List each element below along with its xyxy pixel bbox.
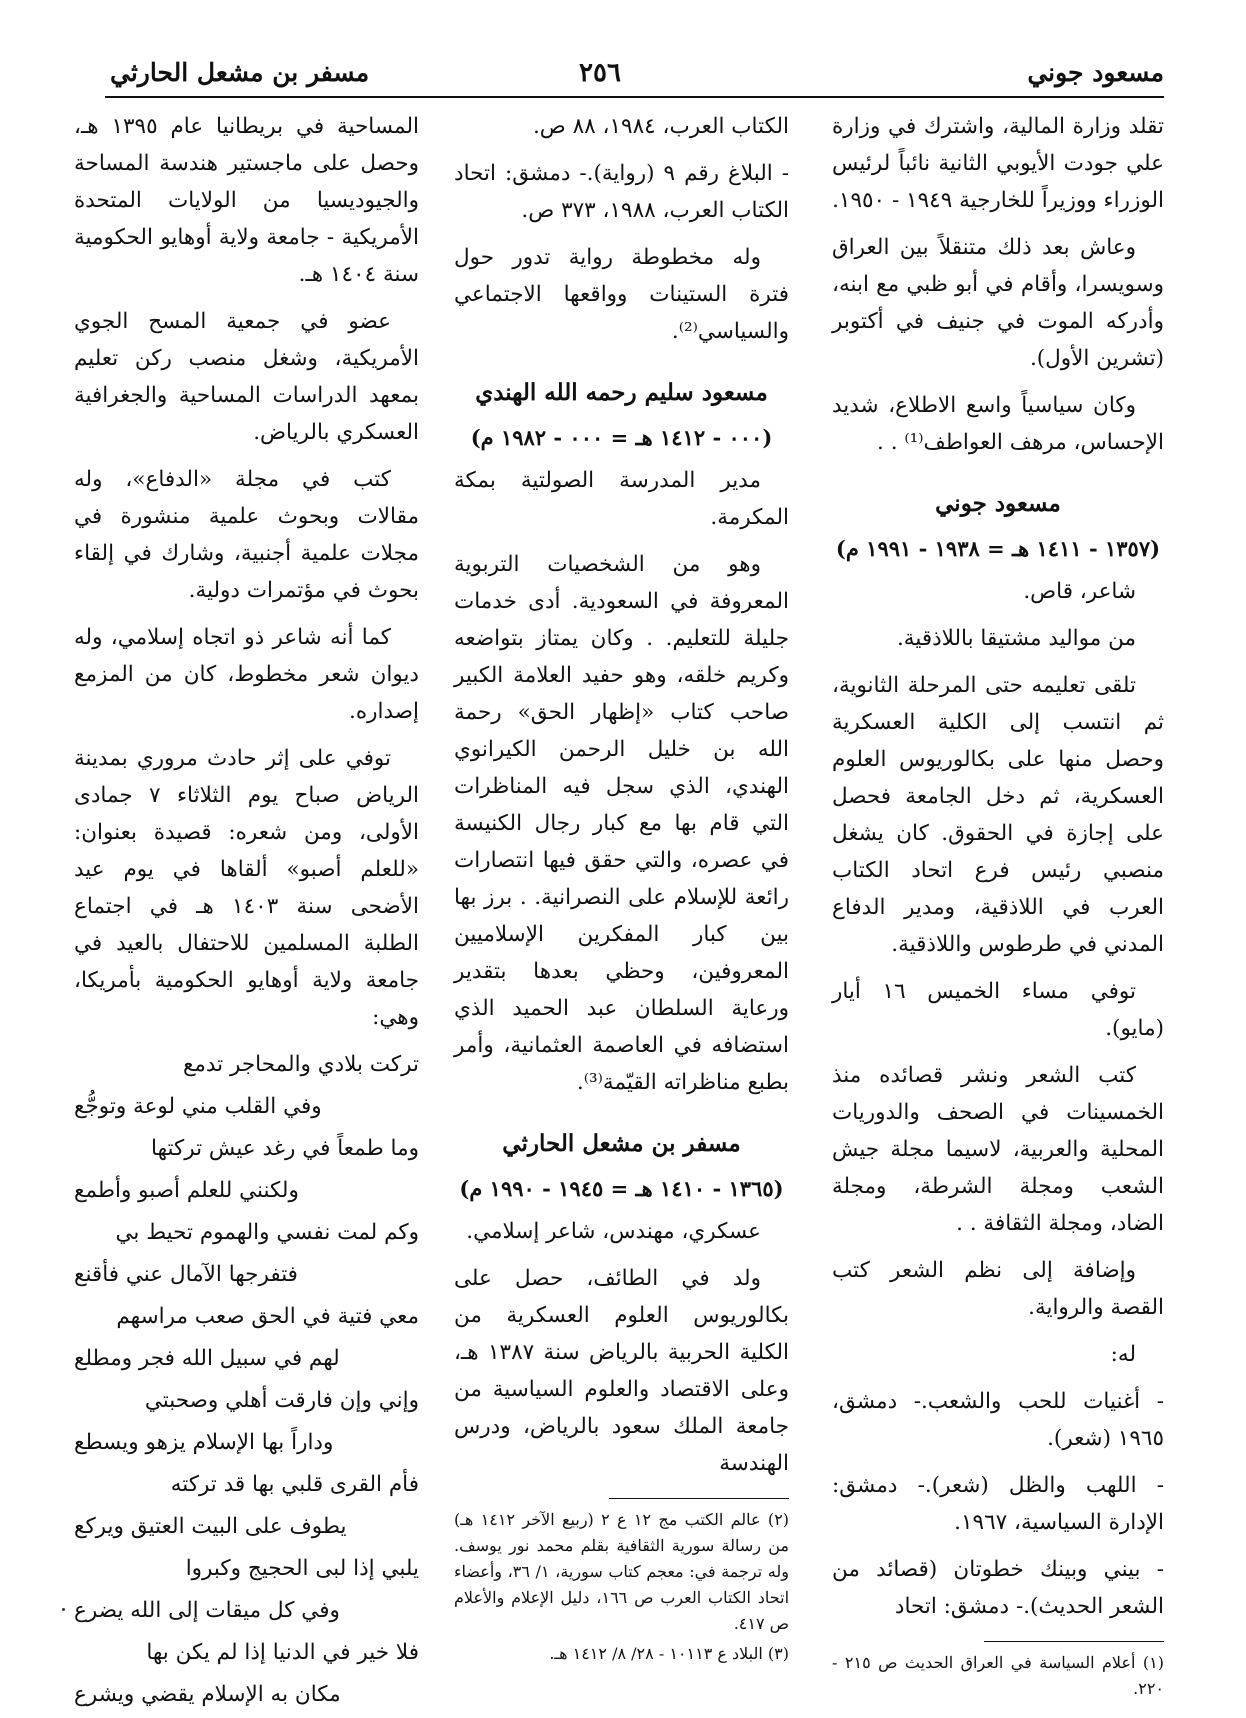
paragraph: وإضافة إلى نظم الشعر كتب القصة والرواية. — [832, 1258, 1164, 1320]
poem-verse: وفي القلب مني لوعة وتوجُّع — [74, 1094, 322, 1119]
paragraph: وهو من الشخصيات التربوية المعروفة في السعودية. أدى خدمات جليلة للتعليم. . وكان يمتاز بتواضعه وكريم خلقه، وهو حفيد العلامة الكبير صاحب كتاب «إظهار الحق» رحمة الله بن خليل الرحمن الكيرانوي الهندي، الذي سجل فيه المناظرات التي قام بها مع كبار رجال الكنيسة في عصره، والتي حقق فيها انتصارات رائعة للإسلام على النصرانية. . برز بها بين كبار المفكرين الإسلاميين المعروفين، وحظي بعدها بتقدير ورعاية السلطان عبد الحميد الذي استضافه في العاصمة العثمانية، وأمر بطبع مناظراته القيّمة⁽³⁾. — [454, 552, 789, 1095]
paragraph: تقلد وزارة المالية، واشترك في وزارة علي جودت الأيوبي الثانية نائباً لرئيس الوزراء ووزيراً للخارجية ١٩٤٩ - ١٩٥٠. — [832, 114, 1164, 213]
paragraph: عضو في جمعية المسح الجوي الأمريكية، وشغل منصب ركن تعليم بمعهد الدراسات المساحية والجغرافية العسكري بالرياض. — [74, 309, 419, 445]
bibliography-item: - البلاغ رقم ٩ (رواية).- دمشق: اتحاد الكتاب العرب، ١٩٨٨، ٣٧٣ ص. — [454, 161, 789, 223]
paragraph: المساحية في بريطانيا عام ١٣٩٥ هـ، وحصل على ماجستير هندسة المساحة والجيوديسيا من الولايات المتحدة الأمريكية - جامعة ولاية أوهايو الحكومية سنة ١٤٠٤ هـ. — [74, 114, 419, 287]
footnote: (٢) عالم الكتب مج ١٢ ع ٢ (ربيع الآخر ١٤١٢ هـ) من رسالة سورية الثقافية بقلم محمد نور يوسف. وله ترجمة في: معجم كتاب سورية، ١/ ٣٦، وأعضاء اتحاد الكتاب العرب ص ١٦٦، دليل الإعلام والأعلام ص ٤١٧. — [454, 1510, 790, 1633]
entry-dates: (١٣٦٥ - ١٤١٠ هـ = ١٩٤٥ - ١٩٩٠ م) — [459, 1176, 784, 1201]
footnote: (٣) البلاد ع ١٠١١٣ - ٢٨/ ٨/ ١٤١٢ هـ. — [549, 1644, 789, 1663]
bibliography-item: - أغنيات للحب والشعب.- دمشق، ١٩٦٥ (شعر). — [832, 1389, 1164, 1451]
entry-dates: (٠٠٠ - ١٤١٢ هـ = ٠٠٠ - ١٩٨٢ م) — [470, 425, 773, 450]
paragraph: وعاش بعد ذلك متنقلاً بين العراق وسويسرا، وأقام في أبو ظبي مع ابنه، وأدركه الموت في جنيف في أكتوبر (تشرين الأول). — [832, 235, 1164, 371]
entry-heading: مسعود سليم رحمه الله الهندي — [475, 379, 768, 406]
poem — [74, 1046, 419, 1713]
poem-verse: وكم لمت نفسي والهموم تحيط بي — [115, 1220, 419, 1245]
column-right — [832, 108, 1164, 1706]
paragraph: كتب الشعر ونشر قصائده منذ الخمسينات في الصحف والدوريات المحلية والعربية، لاسيما مجلة جيش الشعب ومجلة الشرطة، ومجلة الضاد، ومجلة الثقافة . . — [832, 1063, 1164, 1236]
paragraph: شاعر، قاص. — [1023, 579, 1136, 604]
poem-verse: وداراً بها الإسلام يزهو ويسطع — [74, 1430, 334, 1455]
entry-heading: مسعود جوني — [935, 490, 1061, 517]
poem-verse: معي فتية في الحق صعب مراسهم — [116, 1304, 419, 1329]
poem-verse: لهم في سبيل الله فجر ومطلع — [74, 1346, 340, 1371]
poem-verse: فلا خير في الدنيا إذا لم يكن بها — [146, 1640, 419, 1665]
column-middle — [454, 108, 789, 1671]
paragraph: وله مخطوطة رواية تدور حول فترة الستينات وواقعها الاجتماعي والسياسي⁽²⁾. — [454, 245, 789, 344]
paragraph: كما أنه شاعر ذو اتجاه إسلامي، وله ديوان شعر مخطوط، كان من المزمع إصداره. — [74, 625, 419, 724]
paragraph: تلقى تعليمه حتى المرحلة الثانوية، ثم انتسب إلى الكلية العسكرية وحصل منها على بكالوريوس العلوم العسكرية، ثم دخل الجامعة فحصل على إجازة في الحقوق. كان يشغل منصبي رئيس فرع اتحاد الكتاب العرب في اللاذقية، ومدير الدفاع المدني في طرطوس واللاذقية. — [832, 673, 1164, 957]
paragraph: له: — [1110, 1342, 1136, 1367]
footnote-separator — [609, 1498, 789, 1499]
poem-verse: ولكنني للعلم أصبو وأطمع — [74, 1178, 299, 1203]
scan-speck — [62, 1608, 65, 1611]
poem-verse: فأم القرى قلبي بها قد تركته — [170, 1472, 419, 1497]
paragraph: توفي مساء الخميس ١٦ أيار (مايو). — [832, 979, 1164, 1041]
paragraph: توفي على إثر حادث مروري بمدينة الرياض صباح يوم الثلاثاء ٧ جمادى الأولى، ومن شعره: قصيدة بعنوان: «للعلم أصبو» ألقاها في يوم عيد الأضحى سنة ١٤٠٣ هـ في اجتماع الطلبة المسلمين للاحتفال بالعيد في جامعة ولاية أوهايو الحكومية بأمريكا، وهي: — [74, 746, 419, 1030]
paragraph: من مواليد مشتيقا باللاذقية. — [896, 626, 1136, 651]
poem-verse: يلبي إذا لبى الحجيج وكبروا — [185, 1556, 419, 1581]
running-header-left: مسفر بن مشعل الحارثي — [110, 58, 370, 87]
poem-verse: وفي كل ميقات إلى الله يضرع — [74, 1598, 340, 1623]
footnote-separator — [984, 1641, 1164, 1642]
footnote: (١) أعلام السياسة في العراق الحديث ص ٢١٥ - ٢٢٠. — [832, 1653, 1164, 1698]
poem-verse: فتفرجها الآمال عني فأقنع — [74, 1262, 298, 1287]
paragraph: مدير المدرسة الصولتية بمكة المكرمة. — [454, 468, 789, 530]
header-rule — [105, 96, 1164, 98]
entry-heading: مسفر بن مشعل الحارثي — [502, 1130, 741, 1157]
paragraph: كتب في مجلة «الدفاع»، وله مقالات وبحوث علمية منشورة في مجلات علمية أجنبية، وشارك في إلقاء بحوث في مؤتمرات دولية. — [74, 467, 419, 603]
page-number: ٢٥٦ — [579, 58, 621, 88]
poem-verse: وإني وإن فارقت أهلي وصحبتي — [144, 1388, 419, 1413]
paragraph: عسكري، مهندس، شاعر إسلامي. — [466, 1219, 761, 1244]
column-left — [74, 108, 419, 1718]
paragraph: ولد في الطائف، حصل على بكالوريوس العلوم العسكرية من الكلية الحربية بالرياض سنة ١٣٨٧ هـ، وعلى الاقتصاد والعلوم السياسية من جامعة الملك سعود بالرياض، ودرس الهندسة — [454, 1266, 789, 1476]
poem-verse: يطوف على البيت العتيق ويركع — [74, 1514, 347, 1539]
bibliography-item: - بيني وبينك خطوتان (قصائد من الشعر الحديث).- دمشق: اتحاد — [832, 1557, 1164, 1619]
poem-verse: تركت بلادي والمحاجر تدمع — [182, 1052, 419, 1077]
entry-dates: (١٣٥٧ - ١٤١١ هـ = ١٩٣٨ - ١٩٩١ م) — [835, 536, 1161, 561]
poem-verse: مكان به الإسلام يقضي ويشرع — [74, 1682, 341, 1707]
bibliography-item: - اللهب والظل (شعر).- دمشق: الإدارة السياسية، ١٩٦٧. — [832, 1473, 1164, 1535]
poem-verse: وما طمعاً في رغد عيش تركتها — [151, 1136, 419, 1161]
paragraph: الكتاب العرب، ١٩٨٤، ٨٨ ص. — [532, 114, 789, 139]
paragraph: وكان سياسياً واسع الاطلاع، شديد الإحساس، مرهف العواطف⁽¹⁾ . . — [832, 393, 1164, 455]
running-header-right: مسعود جوني — [1027, 58, 1164, 87]
